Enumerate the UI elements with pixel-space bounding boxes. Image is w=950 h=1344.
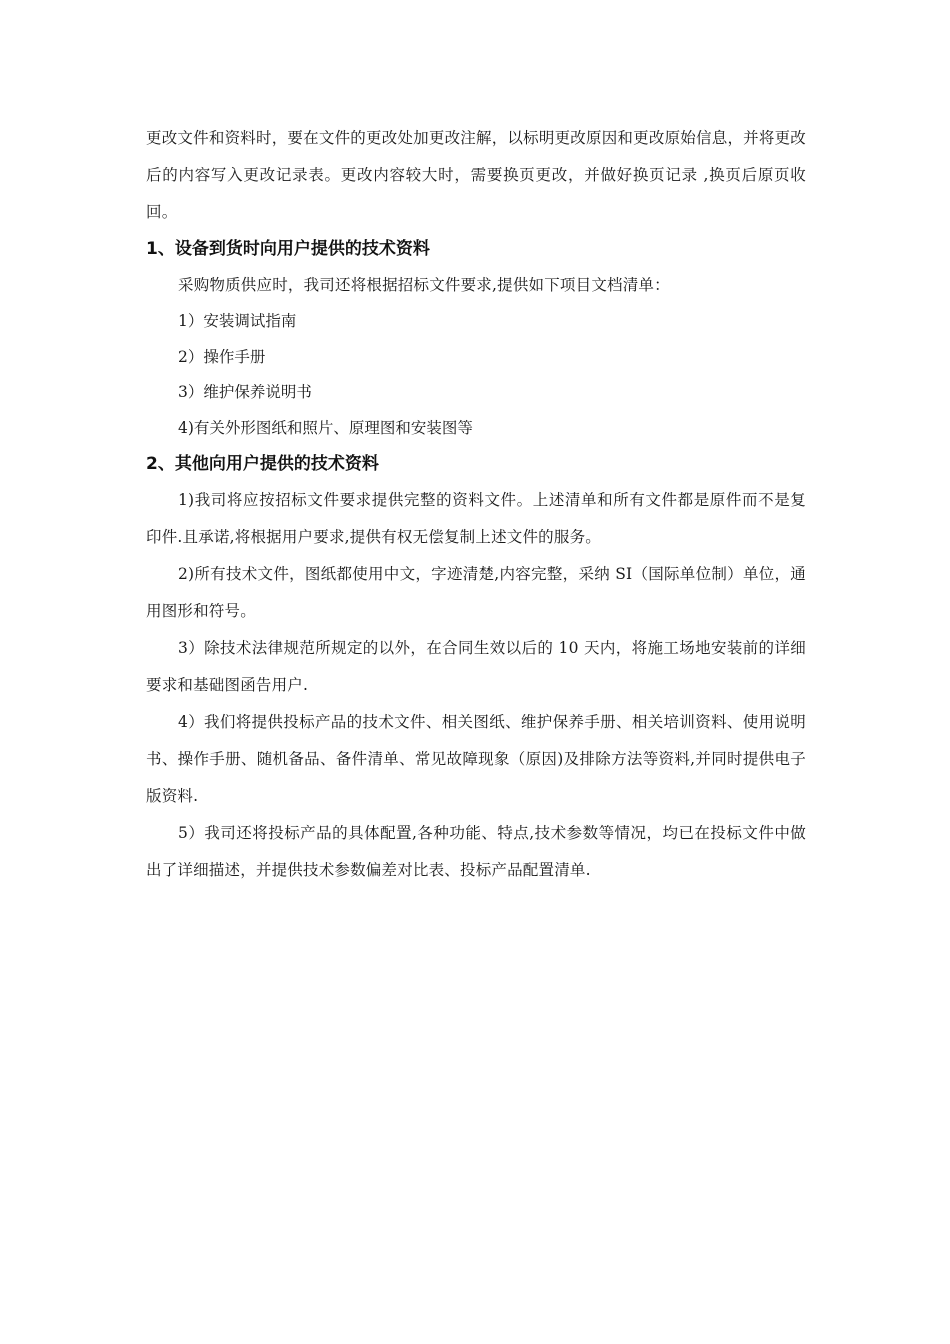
list-item: 3）维护保养说明书 bbox=[178, 383, 312, 401]
list-item: 4)有关外形图纸和照片、原理图和安装图等 bbox=[178, 418, 473, 437]
section-2-paragraph: 1)我司将应按招标文件要求提供完整的资料文件。上述清单和所有文件都是原件而不是复印件.且承诺,将根据用户要求,提供有权无偿复制上述文件的服务。 bbox=[146, 491, 806, 546]
list-item: 2）操作手册 bbox=[178, 347, 266, 366]
section-1-lead: 采购物质供应时，我司还将根据招标文件要求,提供如下项目文档清单： bbox=[178, 276, 670, 294]
section-2-paragraph: 3）除技术法律规范所规定的以外，在合同生效以后的 10 天内，将施工场地安装前的详细要求和基础图函告用户. bbox=[146, 639, 806, 694]
section-2-paragraph: 5）我司还将投标产品的具体配置,各种功能、特点,技术参数等情况，均已在投标文件中做出了详细描述，并提供技术参数偏差对比表、投标产品配置清单. bbox=[146, 824, 806, 879]
list-item: 1）安装调试指南 bbox=[178, 312, 297, 330]
section-1-heading: 1、设备到货时向用户提供的技术资料 bbox=[146, 239, 430, 259]
section-2-heading: 2、其他向用户提供的技术资料 bbox=[146, 454, 379, 474]
document-page bbox=[146, 120, 806, 889]
section-2-paragraph: 2)所有技术文件，图纸都使用中文，字迹清楚,内容完整，采纳 SI（国际单位制）单位，通用图形和符号。 bbox=[146, 565, 806, 620]
section-2-paragraph: 4）我们将提供投标产品的技术文件、相关图纸、维护保养手册、相关培训资料、使用说明书、操作手册、随机备品、备件清单、常见故障现象（原因)及排除方法等资料,并同时提供电子版资料. bbox=[146, 713, 806, 805]
intro-paragraph: 更改文件和资料时，要在文件的更改处加更改注解，以标明更改原因和更改原始信息，并将更改后的内容写入更改记录表。更改内容较大时，需要换页更改，并做好换页记录 ,换页后原页收回。 bbox=[146, 129, 806, 221]
